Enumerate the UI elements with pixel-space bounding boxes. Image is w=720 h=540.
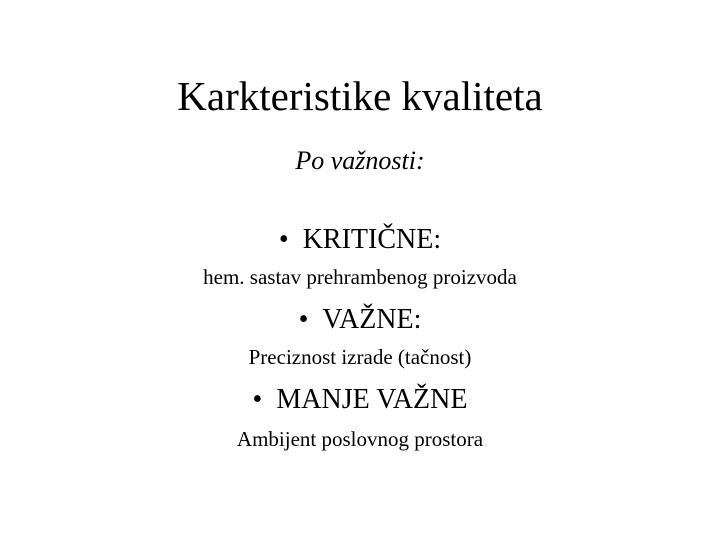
category-critical xyxy=(0,226,720,254)
category-critical-detail: hem. sastav prehrambenog proizvoda xyxy=(203,265,517,289)
category-label: KRITIČNE: xyxy=(302,224,442,255)
slide-subtitle: Po važnosti: xyxy=(295,146,425,175)
category-less-important xyxy=(0,386,720,414)
bullet-icon: • xyxy=(252,384,263,415)
bullet-icon: • xyxy=(298,304,309,335)
category-important-detail: Preciznost izrade (tačnost) xyxy=(248,345,472,369)
bullet-icon: • xyxy=(278,224,289,255)
slide-title: Karkteristike kvaliteta xyxy=(177,73,543,119)
category-less-important-detail: Ambijent poslovnog prostora xyxy=(236,427,484,451)
category-label: VAŽNE: xyxy=(322,304,422,335)
category-important xyxy=(0,306,720,334)
category-label: MANJE VAŽNE xyxy=(276,384,468,415)
